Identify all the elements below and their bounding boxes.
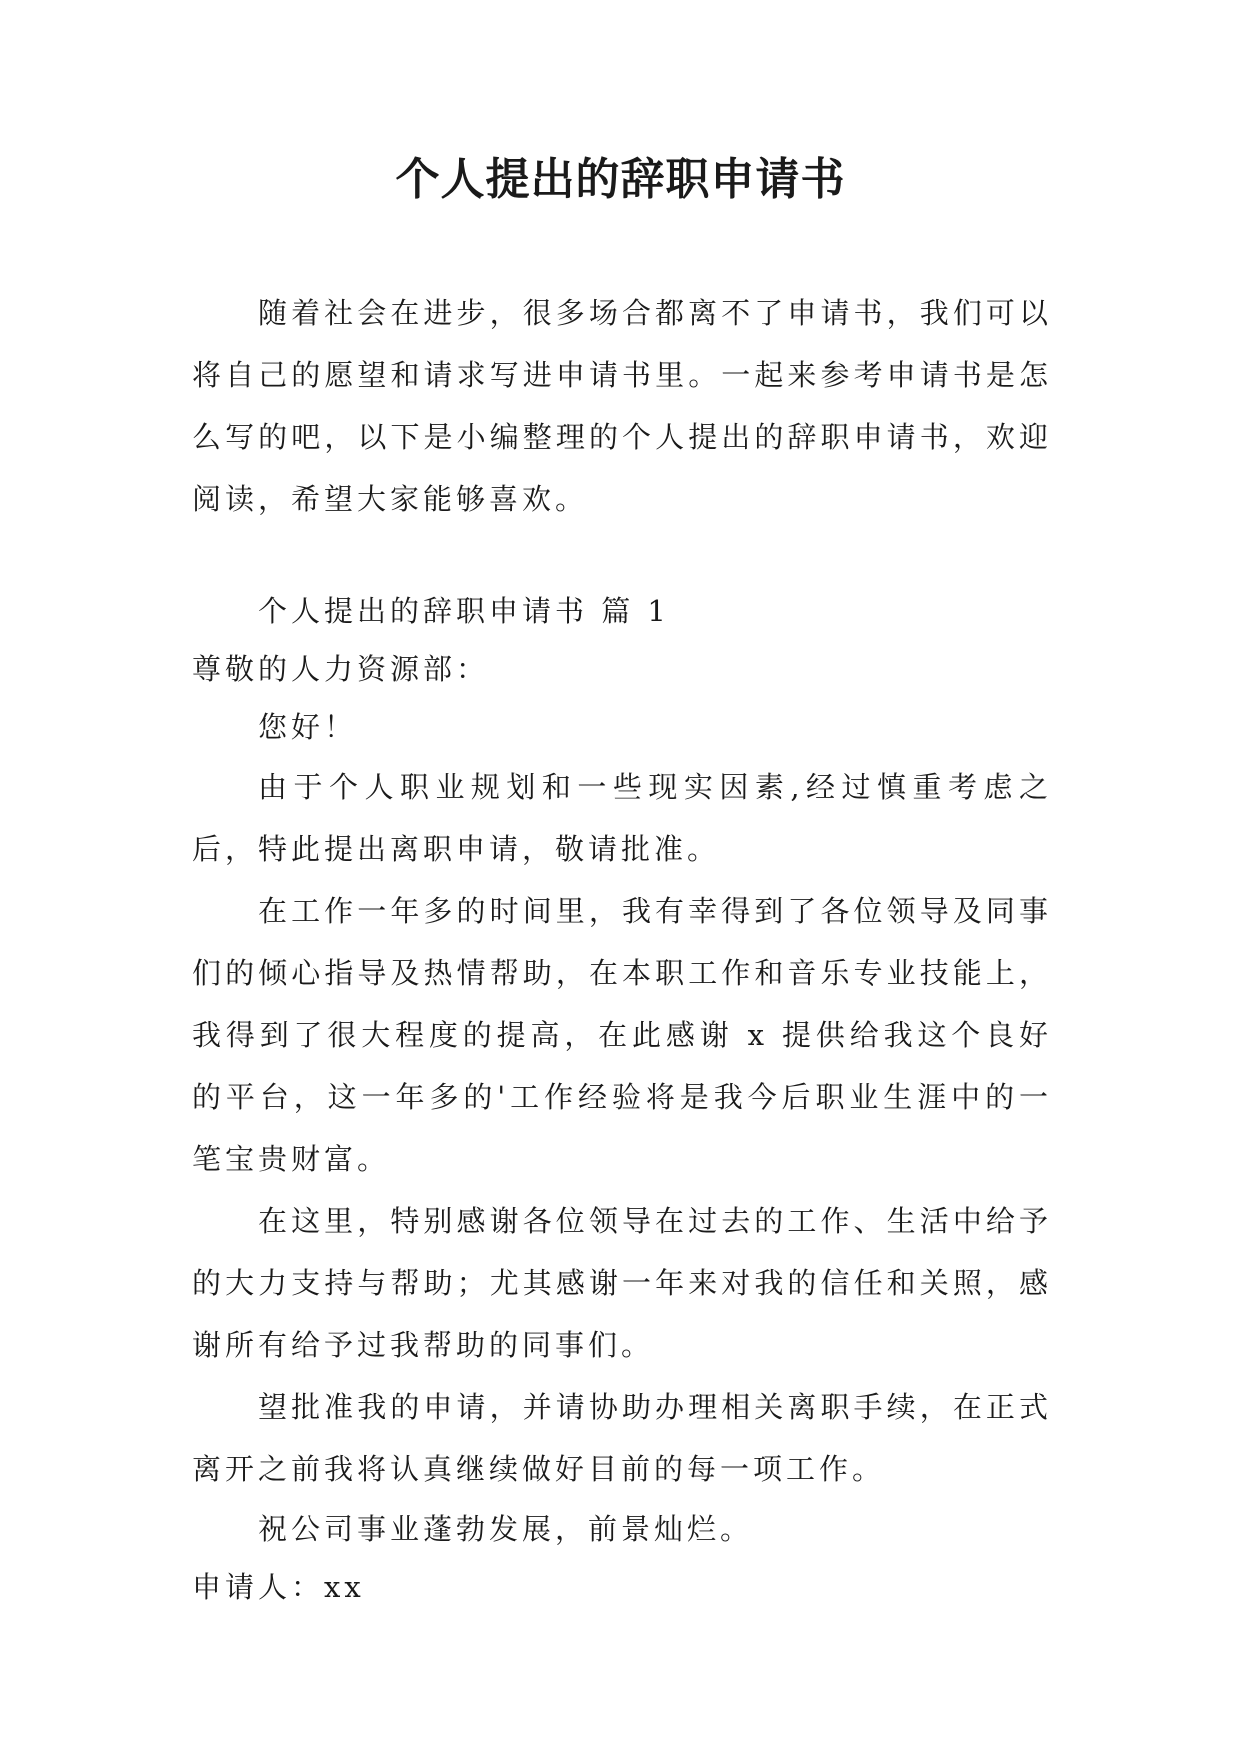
body-paragraph: 在工作一年多的时间里，我有幸得到了各位领导及同事们的倾心指导及热情帮助，在本职工作和音乐专业技能上，我得到了很大程度的提高，在此感谢 x 提供给我这个良好的平台，这一年多的'工作经验将是我今后职业生涯中的一笔宝贵财富。 [192,894,1052,1176]
document-title: 个人提出的辞职申请书 [395,154,846,205]
signature: 申请人：xx [192,1570,365,1604]
closing-wish: 祝公司事业蓬勃发展，前景灿烂。 [258,1512,754,1546]
body-paragraph: 在这里，特别感谢各位领导在过去的工作、生活中给予的大力支持与帮助；尤其感谢一年来对我的信任和关照，感谢所有给予过我帮助的同事们。 [192,1204,1052,1362]
greeting: 您好！ [258,710,358,744]
body-paragraph: 由于个人职业规划和一些现实因素,经过慎重考虑之后，特此提出离职申请，敬请批准。 [192,770,1052,866]
salutation: 尊敬的人力资源部： [192,652,490,686]
intro-paragraph: 随着社会在进步，很多场合都离不了申请书，我们可以将自己的愿望和请求写进申请书里。一起来参考申请书是怎么写的吧，以下是小编整理的个人提出的辞职申请书，欢迎阅读，希望大家能够喜欢。 [192,296,1052,516]
document-body [192,282,1052,1616]
body-paragraph: 望批准我的申请，并请协助办理相关离职手续，在正式离开之前我将认真继续做好目前的每一项工作。 [192,1390,1052,1486]
section-heading: 个人提出的辞职申请书 篇 1 [258,594,670,628]
